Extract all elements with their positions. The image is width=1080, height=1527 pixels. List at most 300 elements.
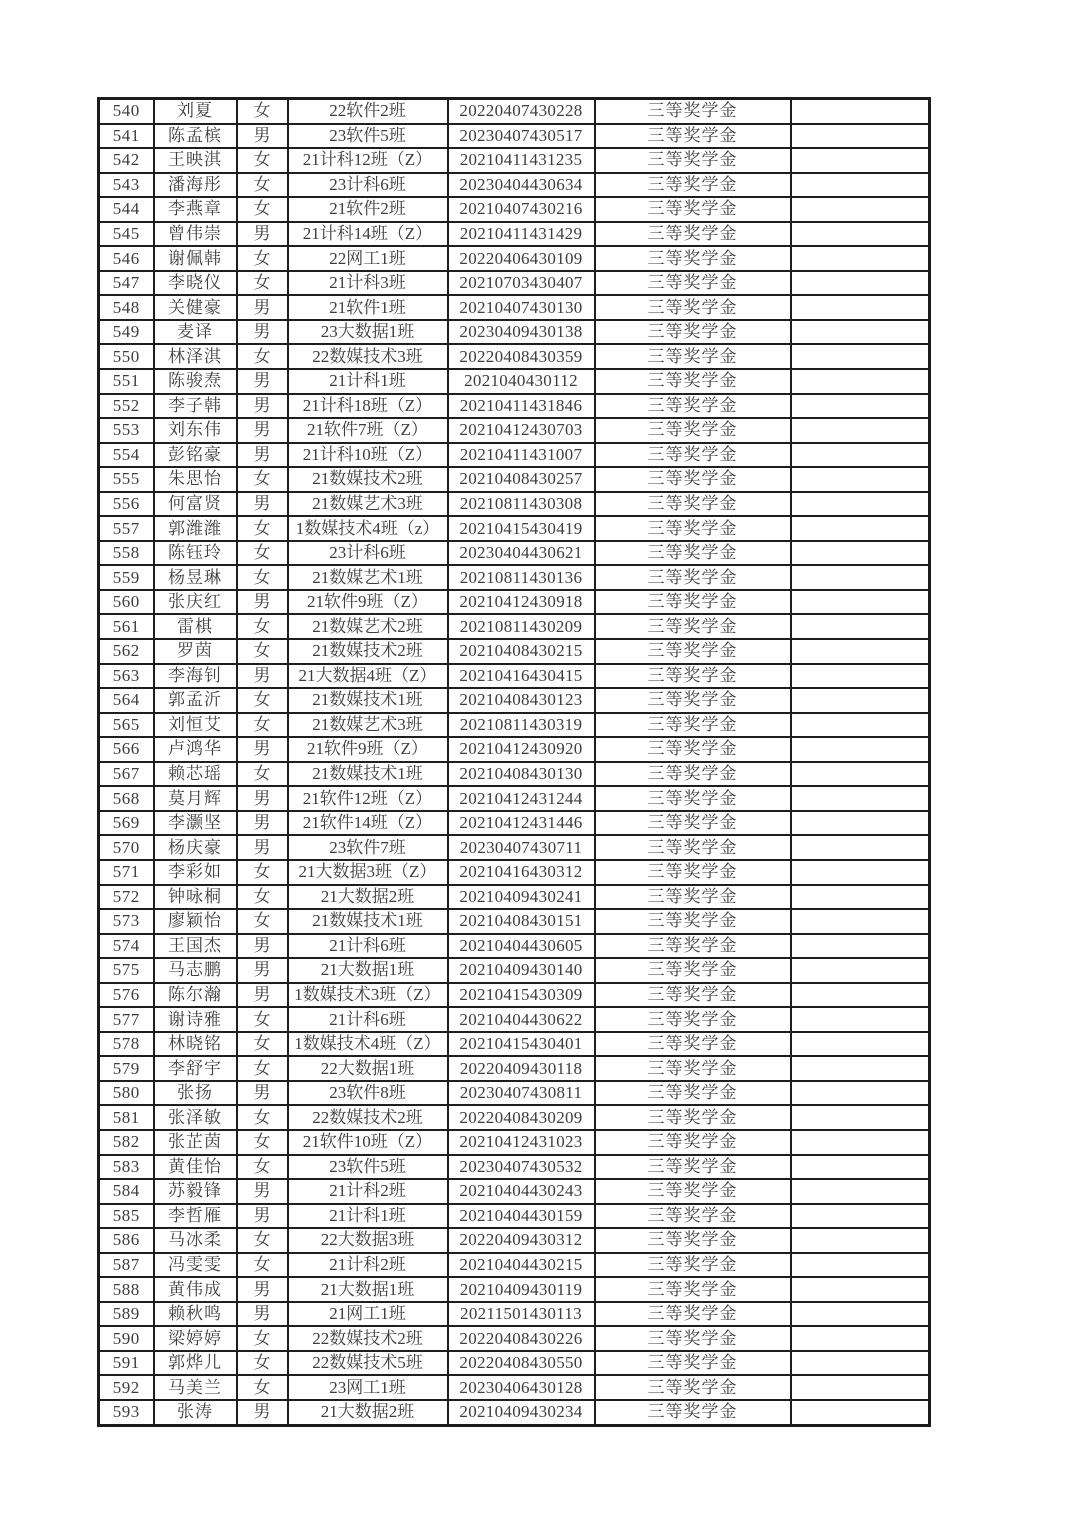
cell-gender: 女 [237, 246, 288, 271]
cell-blank [791, 737, 930, 762]
cell-row-number: 549 [99, 320, 154, 345]
cell-student-name: 潘海彤 [154, 173, 237, 198]
cell-blank [791, 565, 930, 590]
cell-row-number: 544 [99, 197, 154, 222]
cell-blank [791, 860, 930, 885]
cell-class: 23网工1班 [288, 1375, 448, 1400]
table-row [99, 1375, 930, 1400]
cell-award-level: 三等奖学金 [595, 1253, 791, 1278]
cell-gender: 男 [237, 1204, 288, 1229]
cell-gender: 男 [237, 295, 288, 320]
cell-student-id: 20210404430243 [448, 1179, 595, 1204]
cell-award-level: 三等奖学金 [595, 344, 791, 369]
cell-row-number: 591 [99, 1351, 154, 1376]
cell-row-number: 569 [99, 811, 154, 836]
table-row [99, 1400, 930, 1425]
table-row [99, 320, 930, 345]
table-row [99, 565, 930, 590]
cell-student-id: 20220408430550 [448, 1351, 595, 1376]
cell-award-level: 三等奖学金 [595, 934, 791, 959]
cell-row-number: 563 [99, 664, 154, 689]
table-row [99, 639, 930, 664]
cell-row-number: 555 [99, 467, 154, 492]
cell-student-id: 20210411431235 [448, 148, 595, 173]
cell-award-level: 三等奖学金 [595, 811, 791, 836]
cell-row-number: 583 [99, 1155, 154, 1180]
cell-gender: 女 [237, 1105, 288, 1130]
cell-blank [791, 762, 930, 787]
cell-blank [791, 467, 930, 492]
cell-award-level: 三等奖学金 [595, 1228, 791, 1253]
table-row [99, 443, 930, 468]
cell-student-name: 李舒宇 [154, 1056, 237, 1081]
cell-student-id: 20210412431244 [448, 786, 595, 811]
cell-class: 1数媒技术3班（Z） [288, 983, 448, 1008]
cell-row-number: 558 [99, 541, 154, 566]
cell-award-level: 三等奖学金 [595, 369, 791, 394]
cell-student-name: 刘恒艾 [154, 713, 237, 738]
cell-student-name: 赖秋鸣 [154, 1302, 237, 1327]
cell-row-number: 592 [99, 1375, 154, 1400]
cell-award-level: 三等奖学金 [595, 1056, 791, 1081]
cell-award-level: 三等奖学金 [595, 1032, 791, 1057]
cell-student-id: 20210412430703 [448, 418, 595, 443]
cell-student-name: 李彩如 [154, 860, 237, 885]
cell-blank [791, 124, 930, 149]
cell-blank [791, 1081, 930, 1106]
cell-row-number: 552 [99, 394, 154, 419]
cell-row-number: 590 [99, 1326, 154, 1351]
table-row [99, 909, 930, 934]
cell-student-name: 冯雯雯 [154, 1253, 237, 1278]
cell-blank [791, 295, 930, 320]
cell-gender: 女 [237, 516, 288, 541]
table-row [99, 713, 930, 738]
cell-student-id: 20210407430216 [448, 197, 595, 222]
table-body [99, 99, 930, 1426]
table-row [99, 541, 930, 566]
cell-gender: 男 [237, 1179, 288, 1204]
cell-student-name: 朱思怡 [154, 467, 237, 492]
cell-class: 21计科12班（Z） [288, 148, 448, 173]
cell-award-level: 三等奖学金 [595, 295, 791, 320]
table-row [99, 295, 930, 320]
cell-blank [791, 590, 930, 615]
cell-student-id: 20220409430312 [448, 1228, 595, 1253]
cell-class: 21数媒技术1班 [288, 909, 448, 934]
table-row [99, 271, 930, 296]
cell-gender: 女 [237, 1155, 288, 1180]
table-row [99, 664, 930, 689]
cell-gender: 男 [237, 835, 288, 860]
cell-class: 22网工1班 [288, 246, 448, 271]
cell-row-number: 577 [99, 1007, 154, 1032]
cell-class: 21软件14班（Z） [288, 811, 448, 836]
cell-award-level: 三等奖学金 [595, 664, 791, 689]
cell-award-level: 三等奖学金 [595, 394, 791, 419]
cell-student-name: 王映淇 [154, 148, 237, 173]
cell-row-number: 564 [99, 688, 154, 713]
cell-student-id: 20230404430634 [448, 173, 595, 198]
cell-blank [791, 1007, 930, 1032]
table-row [99, 1204, 930, 1229]
cell-student-name: 刘夏 [154, 99, 237, 124]
table-row [99, 1130, 930, 1155]
cell-student-id: 20210404430215 [448, 1253, 595, 1278]
cell-student-name: 梁婷婷 [154, 1326, 237, 1351]
cell-blank [791, 516, 930, 541]
cell-class: 23软件7班 [288, 835, 448, 860]
cell-gender: 女 [237, 467, 288, 492]
cell-blank [791, 713, 930, 738]
table-row [99, 1179, 930, 1204]
cell-student-id: 20210811430319 [448, 713, 595, 738]
cell-class: 22数媒技术2班 [288, 1105, 448, 1130]
cell-row-number: 551 [99, 369, 154, 394]
cell-blank [791, 1130, 930, 1155]
cell-class: 21软件10班（Z） [288, 1130, 448, 1155]
cell-row-number: 580 [99, 1081, 154, 1106]
cell-student-name: 陈骏焘 [154, 369, 237, 394]
cell-student-id: 20210412430920 [448, 737, 595, 762]
cell-class: 21软件1班 [288, 295, 448, 320]
cell-gender: 女 [237, 541, 288, 566]
cell-gender: 男 [237, 369, 288, 394]
table-row [99, 958, 930, 983]
cell-blank [791, 1326, 930, 1351]
cell-row-number: 573 [99, 909, 154, 934]
cell-student-name: 张泽敏 [154, 1105, 237, 1130]
cell-student-name: 张涛 [154, 1400, 237, 1425]
cell-award-level: 三等奖学金 [595, 688, 791, 713]
cell-student-id: 20210411431846 [448, 394, 595, 419]
cell-class: 21数媒艺术2班 [288, 614, 448, 639]
cell-blank [791, 786, 930, 811]
cell-student-name: 马志鹏 [154, 958, 237, 983]
cell-student-id: 20210408430215 [448, 639, 595, 664]
cell-gender: 女 [237, 197, 288, 222]
cell-row-number: 540 [99, 99, 154, 124]
table-row [99, 516, 930, 541]
cell-row-number: 593 [99, 1400, 154, 1425]
table-row [99, 762, 930, 787]
cell-blank [791, 934, 930, 959]
cell-blank [791, 197, 930, 222]
cell-student-name: 陈孟槟 [154, 124, 237, 149]
cell-student-name: 张庆红 [154, 590, 237, 615]
cell-student-name: 卢鸿华 [154, 737, 237, 762]
cell-row-number: 587 [99, 1253, 154, 1278]
cell-gender: 女 [237, 1130, 288, 1155]
cell-row-number: 545 [99, 222, 154, 247]
cell-student-name: 李燕章 [154, 197, 237, 222]
cell-student-id: 20210811430209 [448, 614, 595, 639]
cell-blank [791, 1105, 930, 1130]
cell-row-number: 543 [99, 173, 154, 198]
cell-award-level: 三等奖学金 [595, 590, 791, 615]
cell-student-id: 20220406430109 [448, 246, 595, 271]
cell-blank [791, 99, 930, 124]
cell-student-id: 20210409430234 [448, 1400, 595, 1425]
cell-row-number: 561 [99, 614, 154, 639]
cell-student-name: 曾伟崇 [154, 222, 237, 247]
table-row [99, 467, 930, 492]
cell-gender: 男 [237, 1302, 288, 1327]
cell-award-level: 三等奖学金 [595, 271, 791, 296]
cell-gender: 女 [237, 344, 288, 369]
cell-row-number: 576 [99, 983, 154, 1008]
cell-class: 21软件2班 [288, 197, 448, 222]
table-row [99, 934, 930, 959]
cell-blank [791, 1302, 930, 1327]
table-row [99, 148, 930, 173]
table-row [99, 173, 930, 198]
cell-row-number: 546 [99, 246, 154, 271]
cell-award-level: 三等奖学金 [595, 1326, 791, 1351]
cell-student-id: 20220408430209 [448, 1105, 595, 1130]
cell-student-name: 刘东伟 [154, 418, 237, 443]
cell-blank [791, 148, 930, 173]
cell-student-id: 20220409430118 [448, 1056, 595, 1081]
cell-row-number: 581 [99, 1105, 154, 1130]
cell-class: 21计科1班 [288, 369, 448, 394]
cell-gender: 女 [237, 909, 288, 934]
cell-row-number: 578 [99, 1032, 154, 1057]
cell-student-id: 20210811430136 [448, 565, 595, 590]
cell-student-name: 郭潍潍 [154, 516, 237, 541]
cell-row-number: 542 [99, 148, 154, 173]
cell-student-name: 谢佩韩 [154, 246, 237, 271]
cell-award-level: 三等奖学金 [595, 1277, 791, 1302]
cell-class: 21计科2班 [288, 1179, 448, 1204]
cell-award-level: 三等奖学金 [595, 222, 791, 247]
cell-gender: 男 [237, 958, 288, 983]
cell-award-level: 三等奖学金 [595, 99, 791, 124]
cell-gender: 女 [237, 1007, 288, 1032]
table-row [99, 124, 930, 149]
cell-class: 21大数据2班 [288, 1400, 448, 1425]
table-row [99, 1228, 930, 1253]
cell-student-name: 麦译 [154, 320, 237, 345]
cell-student-id: 20230406430128 [448, 1375, 595, 1400]
cell-row-number: 547 [99, 271, 154, 296]
cell-student-name: 马美兰 [154, 1375, 237, 1400]
cell-student-name: 李子韩 [154, 394, 237, 419]
cell-class: 21数媒技术1班 [288, 762, 448, 787]
cell-award-level: 三等奖学金 [595, 1130, 791, 1155]
cell-blank [791, 418, 930, 443]
table-row [99, 492, 930, 517]
cell-award-level: 三等奖学金 [595, 762, 791, 787]
cell-award-level: 三等奖学金 [595, 1375, 791, 1400]
cell-row-number: 579 [99, 1056, 154, 1081]
cell-student-id: 20230407430517 [448, 124, 595, 149]
cell-class: 21计科10班（Z） [288, 443, 448, 468]
table-row [99, 222, 930, 247]
cell-award-level: 三等奖学金 [595, 197, 791, 222]
cell-student-name: 杨昱琳 [154, 565, 237, 590]
cell-row-number: 572 [99, 885, 154, 910]
cell-blank [791, 394, 930, 419]
cell-gender: 女 [237, 565, 288, 590]
cell-blank [791, 492, 930, 517]
cell-blank [791, 983, 930, 1008]
cell-blank [791, 320, 930, 345]
cell-gender: 男 [237, 394, 288, 419]
cell-class: 22数媒技术2班 [288, 1326, 448, 1351]
cell-class: 22软件2班 [288, 99, 448, 124]
cell-gender: 男 [237, 811, 288, 836]
cell-gender: 男 [237, 934, 288, 959]
table-row [99, 246, 930, 271]
cell-blank [791, 639, 930, 664]
cell-gender: 女 [237, 1253, 288, 1278]
table-row [99, 418, 930, 443]
cell-class: 23软件8班 [288, 1081, 448, 1106]
cell-class: 21网工1班 [288, 1302, 448, 1327]
cell-gender: 男 [237, 443, 288, 468]
cell-award-level: 三等奖学金 [595, 467, 791, 492]
cell-blank [791, 1155, 930, 1180]
cell-blank [791, 541, 930, 566]
cell-class: 21数媒技术1班 [288, 688, 448, 713]
cell-class: 1数媒技术4班（z） [288, 516, 448, 541]
cell-student-name: 关健豪 [154, 295, 237, 320]
cell-row-number: 586 [99, 1228, 154, 1253]
cell-gender: 女 [237, 1228, 288, 1253]
table-row [99, 688, 930, 713]
cell-blank [791, 909, 930, 934]
cell-award-level: 三等奖学金 [595, 860, 791, 885]
table-row [99, 344, 930, 369]
cell-row-number: 560 [99, 590, 154, 615]
cell-class: 21数媒艺术1班 [288, 565, 448, 590]
cell-gender: 女 [237, 99, 288, 124]
cell-student-name: 李海钊 [154, 664, 237, 689]
cell-gender: 男 [237, 1081, 288, 1106]
cell-class: 22数媒技术3班 [288, 344, 448, 369]
cell-gender: 女 [237, 1032, 288, 1057]
cell-student-id: 20210415430419 [448, 516, 595, 541]
cell-class: 21计科6班 [288, 1007, 448, 1032]
cell-class: 21大数据1班 [288, 958, 448, 983]
cell-award-level: 三等奖学金 [595, 541, 791, 566]
cell-student-name: 马冰柔 [154, 1228, 237, 1253]
cell-student-id: 20210408430123 [448, 688, 595, 713]
cell-row-number: 567 [99, 762, 154, 787]
cell-gender: 女 [237, 1056, 288, 1081]
table-row [99, 1253, 930, 1278]
cell-student-name: 李晓仪 [154, 271, 237, 296]
cell-student-id: 20211501430113 [448, 1302, 595, 1327]
cell-award-level: 三等奖学金 [595, 173, 791, 198]
table-row [99, 1105, 930, 1130]
cell-gender: 女 [237, 713, 288, 738]
cell-row-number: 565 [99, 713, 154, 738]
cell-class: 21计科6班 [288, 934, 448, 959]
cell-blank [791, 222, 930, 247]
cell-award-level: 三等奖学金 [595, 1302, 791, 1327]
cell-student-name: 赖芯瑶 [154, 762, 237, 787]
cell-blank [791, 688, 930, 713]
cell-student-id: 20210412431446 [448, 811, 595, 836]
cell-student-id: 20230409430138 [448, 320, 595, 345]
cell-student-name: 何富贤 [154, 492, 237, 517]
cell-row-number: 570 [99, 835, 154, 860]
cell-award-level: 三等奖学金 [595, 565, 791, 590]
cell-gender: 女 [237, 1375, 288, 1400]
cell-blank [791, 614, 930, 639]
table-row [99, 1302, 930, 1327]
cell-gender: 女 [237, 885, 288, 910]
cell-student-name: 黄伟成 [154, 1277, 237, 1302]
cell-student-id: 20210408430257 [448, 467, 595, 492]
cell-row-number: 585 [99, 1204, 154, 1229]
cell-student-name: 彭铭豪 [154, 443, 237, 468]
cell-student-id: 20210404430605 [448, 934, 595, 959]
cell-student-name: 张芷茵 [154, 1130, 237, 1155]
table-row [99, 394, 930, 419]
cell-student-id: 20210409430119 [448, 1277, 595, 1302]
cell-gender: 女 [237, 762, 288, 787]
cell-gender: 女 [237, 271, 288, 296]
cell-class: 21计科2班 [288, 1253, 448, 1278]
cell-row-number: 566 [99, 737, 154, 762]
cell-class: 21大数据1班 [288, 1277, 448, 1302]
cell-blank [791, 443, 930, 468]
cell-award-level: 三等奖学金 [595, 713, 791, 738]
cell-gender: 男 [237, 492, 288, 517]
table-row [99, 1351, 930, 1376]
cell-class: 21数媒技术2班 [288, 467, 448, 492]
cell-student-id: 20230407430711 [448, 835, 595, 860]
cell-gender: 男 [237, 983, 288, 1008]
cell-award-level: 三等奖学金 [595, 1007, 791, 1032]
cell-row-number: 575 [99, 958, 154, 983]
cell-class: 21计科14班（Z） [288, 222, 448, 247]
table-row [99, 885, 930, 910]
cell-row-number: 548 [99, 295, 154, 320]
cell-gender: 男 [237, 222, 288, 247]
cell-row-number: 589 [99, 1302, 154, 1327]
cell-blank [791, 344, 930, 369]
cell-award-level: 三等奖学金 [595, 958, 791, 983]
cell-student-name: 雷棋 [154, 614, 237, 639]
cell-gender: 男 [237, 418, 288, 443]
cell-class: 23软件5班 [288, 124, 448, 149]
table-row [99, 835, 930, 860]
cell-award-level: 三等奖学金 [595, 1105, 791, 1130]
table-row [99, 1326, 930, 1351]
cell-student-name: 黄佳怡 [154, 1155, 237, 1180]
cell-class: 22大数据1班 [288, 1056, 448, 1081]
cell-class: 23大数据1班 [288, 320, 448, 345]
cell-award-level: 三等奖学金 [595, 1179, 791, 1204]
cell-gender: 男 [237, 124, 288, 149]
cell-gender: 女 [237, 1326, 288, 1351]
cell-row-number: 588 [99, 1277, 154, 1302]
cell-class: 21数媒技术2班 [288, 639, 448, 664]
cell-blank [791, 1179, 930, 1204]
table-row [99, 369, 930, 394]
cell-award-level: 三等奖学金 [595, 835, 791, 860]
cell-row-number: 582 [99, 1130, 154, 1155]
cell-gender: 男 [237, 320, 288, 345]
cell-student-id: 20210415430401 [448, 1032, 595, 1057]
cell-student-id: 20210412431023 [448, 1130, 595, 1155]
cell-award-level: 三等奖学金 [595, 1081, 791, 1106]
cell-blank [791, 246, 930, 271]
